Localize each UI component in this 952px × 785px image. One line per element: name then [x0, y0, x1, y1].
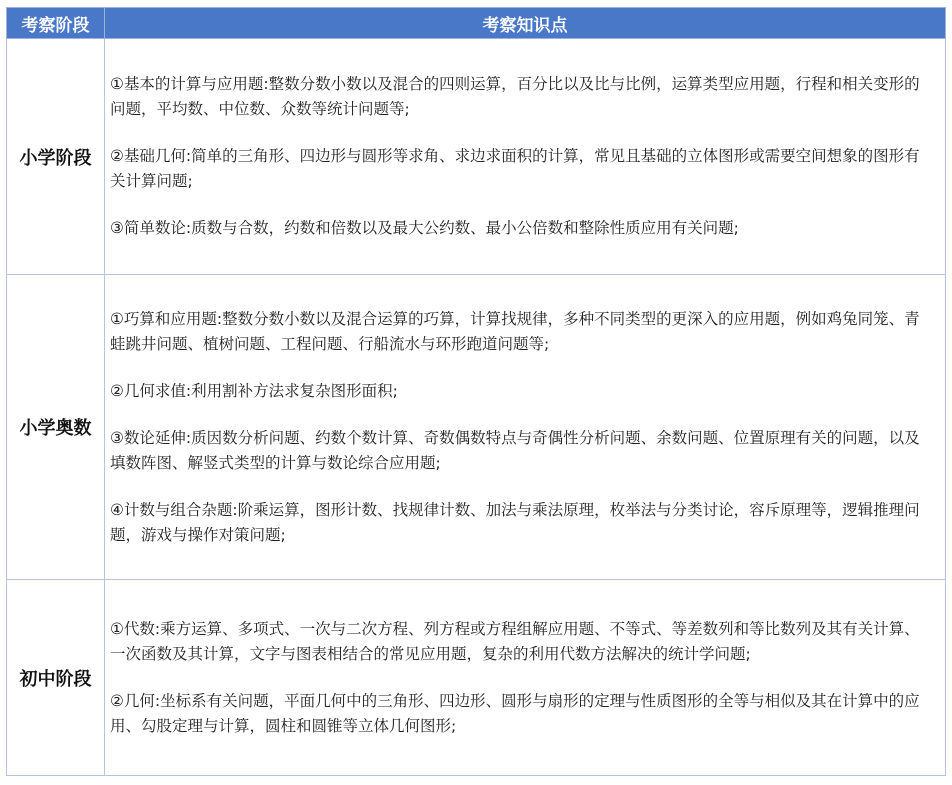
list-item: ①巧算和应用题:整数分数小数以及混合运算的巧算，计算找规律，多种不同类型的更深入的应用题，例如鸡兔同笼、青蛙跳井问题、植树问题、工程问题、行船流水与环形跑道问题等;	[110, 309, 920, 353]
list-item: ③数论延伸:质因数分析问题、约数个数计算、奇数偶数特点与奇偶性分析问题、余数问题、位置原理有关的问题，以及填数阵图、解竖式类型的计算与数论综合应用题;	[110, 428, 920, 472]
content-cell	[105, 580, 946, 776]
list-item: ①代数:乘方运算、多项式、一次与二次方程、列方程或方程组解应用题、不等式、等差数列和等比数列及其有关计算、一次函数及其计算，文字与图表相结合的常见应用题，复杂的利用代数方法解决的统计学问题;	[110, 619, 920, 663]
stage-cell: 初中阶段	[7, 580, 105, 776]
content-cell	[105, 39, 946, 275]
content-cell	[105, 275, 946, 580]
header-stage: 考察阶段	[7, 8, 105, 39]
stage-cell: 小学奥数	[7, 275, 105, 580]
header-row	[7, 8, 946, 39]
stage-cell: 小学阶段	[7, 39, 105, 275]
table-row	[7, 275, 946, 580]
list-item: ②基础几何:简单的三角形、四边形与圆形等求角、求边求面积的计算，常见且基础的立体图形或需要空间想象的图形有关计算问题;	[110, 147, 920, 190]
list-item: ②几何求值:利用割补方法求复杂图形面积;	[110, 381, 398, 400]
list-item: ②几何:坐标系有关问题，平面几何中的三角形、四边形、圆形与扇形的定理与性质图形的全等与相似及其在计算中的应用、勾股定理与计算，圆柱和圆锥等立体几何图形;	[110, 691, 920, 735]
knowledge-table	[6, 7, 946, 776]
table-row	[7, 580, 946, 776]
table-row	[7, 39, 946, 275]
list-item: ③简单数论:质数与合数，约数和倍数以及最大公约数、最小公倍数和整除性质应用有关问题;	[110, 219, 739, 237]
list-item: ①基本的计算与应用题:整数分数小数以及混合的四则运算，百分比以及比与比例，运算类型应用题，行程和相关变形的问题，平均数、中位数、众数等统计问题等;	[110, 75, 920, 118]
list-item: ④计数与组合杂题:阶乘运算，图形计数、找规律计数、加法与乘法原理，枚举法与分类讨论，容斥原理等，逻辑推理问题，游戏与操作对策问题;	[110, 500, 920, 544]
header-points: 考察知识点	[105, 8, 946, 39]
